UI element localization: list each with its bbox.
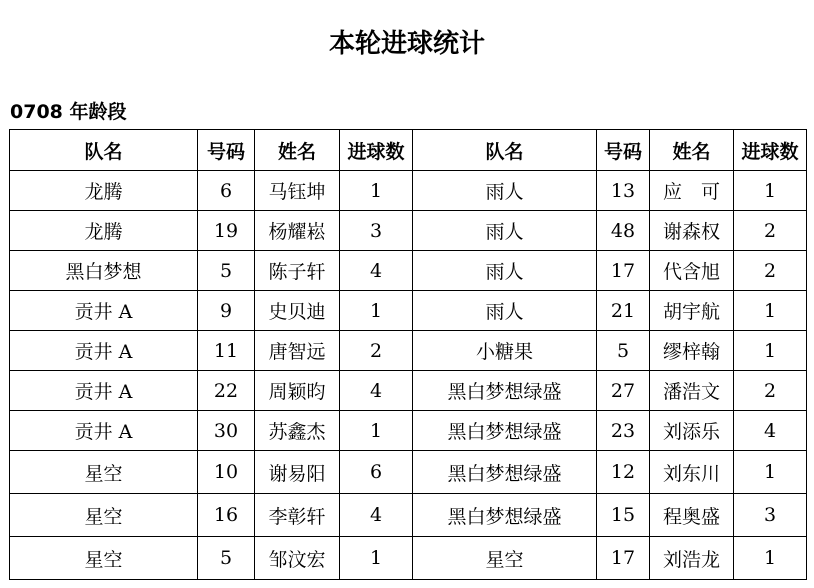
player-name-cell: 代含旭 — [650, 251, 734, 291]
number-cell: 5 — [597, 331, 650, 371]
team-cell: 贡井 A — [10, 371, 198, 411]
team-cell: 贡井 A — [10, 291, 198, 331]
player-name-cell: 刘添乐 — [650, 411, 734, 451]
table-row — [10, 451, 807, 494]
player-name-cell: 唐智远 — [255, 331, 340, 371]
player-name-cell: 谢易阳 — [255, 451, 340, 494]
goals-cell: 1 — [734, 537, 807, 580]
table-header-row — [10, 130, 807, 171]
player-name-cell: 邹汶宏 — [255, 537, 340, 580]
header-number-right: 号码 — [597, 130, 650, 171]
number-cell: 19 — [198, 211, 255, 251]
goals-cell: 1 — [340, 171, 413, 211]
table-row — [10, 331, 807, 371]
team-cell: 黑白梦想 — [10, 251, 198, 291]
number-cell: 22 — [198, 371, 255, 411]
team-cell: 雨人 — [413, 291, 597, 331]
team-cell: 龙腾 — [10, 171, 198, 211]
player-name-cell: 李彰轩 — [255, 494, 340, 537]
player-name-cell: 刘浩龙 — [650, 537, 734, 580]
player-name-cell: 杨耀崧 — [255, 211, 340, 251]
player-name-cell: 程奥盛 — [650, 494, 734, 537]
number-cell: 30 — [198, 411, 255, 451]
header-name-left: 姓名 — [255, 130, 340, 171]
goals-cell: 3 — [340, 211, 413, 251]
team-cell: 星空 — [10, 451, 198, 494]
goals-cell: 1 — [734, 291, 807, 331]
goals-cell: 2 — [734, 371, 807, 411]
goals-cell: 1 — [734, 171, 807, 211]
goals-cell: 2 — [734, 211, 807, 251]
goals-cell: 1 — [734, 331, 807, 371]
number-cell: 48 — [597, 211, 650, 251]
player-name-cell: 胡宇航 — [650, 291, 734, 331]
team-cell: 雨人 — [413, 251, 597, 291]
number-cell: 5 — [198, 537, 255, 580]
number-cell: 6 — [198, 171, 255, 211]
team-cell: 星空 — [10, 537, 198, 580]
player-name-cell: 陈子轩 — [255, 251, 340, 291]
goals-cell: 3 — [734, 494, 807, 537]
team-cell: 黑白梦想绿盛 — [413, 494, 597, 537]
player-name-cell: 潘浩文 — [650, 371, 734, 411]
number-cell: 17 — [597, 537, 650, 580]
header-goals-left: 进球数 — [340, 130, 413, 171]
table-row — [10, 494, 807, 537]
number-cell: 11 — [198, 331, 255, 371]
goals-cell: 1 — [340, 291, 413, 331]
number-cell: 21 — [597, 291, 650, 331]
section-heading: 0708 年龄段 — [10, 101, 127, 123]
table-row — [10, 371, 807, 411]
number-cell: 16 — [198, 494, 255, 537]
goals-cell: 1 — [734, 451, 807, 494]
goals-cell: 1 — [340, 537, 413, 580]
team-cell: 黑白梦想绿盛 — [413, 371, 597, 411]
number-cell: 9 — [198, 291, 255, 331]
player-name-cell: 史贝迪 — [255, 291, 340, 331]
goals-cell: 4 — [340, 371, 413, 411]
team-cell: 贡井 A — [10, 411, 198, 451]
table-row — [10, 537, 807, 580]
team-cell: 龙腾 — [10, 211, 198, 251]
page-title: 本轮进球统计 — [328, 29, 485, 59]
number-cell: 27 — [597, 371, 650, 411]
team-cell: 星空 — [413, 537, 597, 580]
team-cell: 黑白梦想绿盛 — [413, 451, 597, 494]
table-row — [10, 411, 807, 451]
team-cell: 小糖果 — [413, 331, 597, 371]
number-cell: 13 — [597, 171, 650, 211]
header-number-left: 号码 — [198, 130, 255, 171]
goals-cell: 2 — [734, 251, 807, 291]
header-team-right: 队名 — [413, 130, 597, 171]
number-cell: 23 — [597, 411, 650, 451]
player-name-cell: 周颖昀 — [255, 371, 340, 411]
number-cell: 10 — [198, 451, 255, 494]
goals-cell: 4 — [340, 494, 413, 537]
table-row — [10, 171, 807, 211]
player-name-cell: 苏鑫杰 — [255, 411, 340, 451]
team-cell: 贡井 A — [10, 331, 198, 371]
header-name-right: 姓名 — [650, 130, 734, 171]
goals-cell: 6 — [340, 451, 413, 494]
header-goals-right: 进球数 — [734, 130, 807, 171]
header-team-left: 队名 — [10, 130, 198, 171]
goal-stats-table — [9, 129, 807, 580]
team-cell: 黑白梦想绿盛 — [413, 411, 597, 451]
number-cell: 17 — [597, 251, 650, 291]
player-name-cell: 马钰坤 — [255, 171, 340, 211]
number-cell: 5 — [198, 251, 255, 291]
table-row — [10, 291, 807, 331]
table-row — [10, 251, 807, 291]
player-name-cell: 谢森权 — [650, 211, 734, 251]
player-name-cell: 刘东川 — [650, 451, 734, 494]
player-name-cell: 缪梓翰 — [650, 331, 734, 371]
goals-cell: 4 — [734, 411, 807, 451]
goals-cell: 4 — [340, 251, 413, 291]
table-row — [10, 211, 807, 251]
number-cell: 15 — [597, 494, 650, 537]
player-name-cell: 应 可 — [650, 171, 734, 211]
goals-cell: 2 — [340, 331, 413, 371]
goals-cell: 1 — [340, 411, 413, 451]
team-cell: 雨人 — [413, 211, 597, 251]
team-cell: 星空 — [10, 494, 198, 537]
team-cell: 雨人 — [413, 171, 597, 211]
number-cell: 12 — [597, 451, 650, 494]
